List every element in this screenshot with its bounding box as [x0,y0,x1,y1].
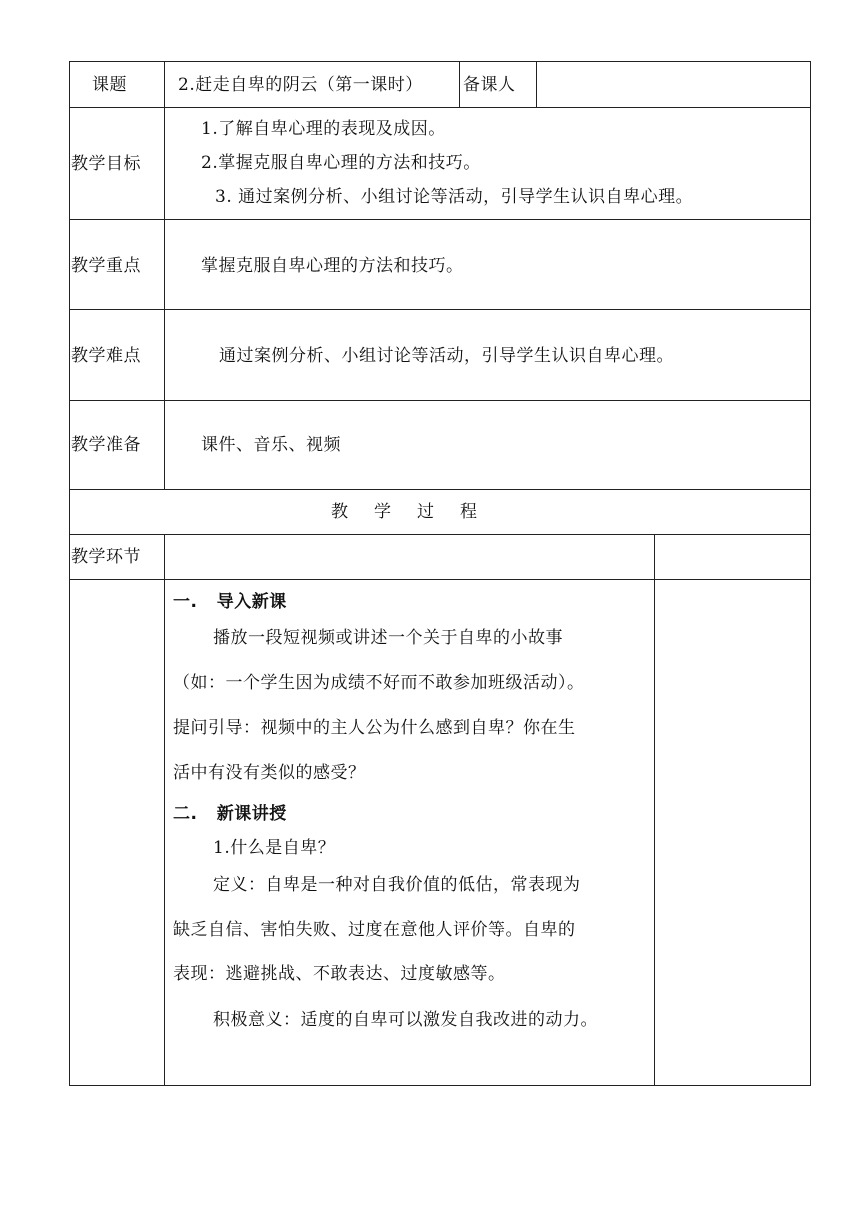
table-border-right [810,61,811,1086]
goal-item: 2.掌握克服自卑心理的方法和技巧。 [201,153,481,173]
topic-label: 课题 [92,75,127,95]
body-line: 定义：自卑是一种对自我价值的低估，常表现为 [213,875,581,895]
row-divider [69,489,810,490]
section-heading: 一. 导入新课 [173,592,287,612]
difficulty-value: 通过案例分析、小组讨论等活动，引导学生认识自卑心理。 [219,346,674,366]
row-divider [69,219,810,220]
table-border-top [69,61,810,62]
focus-label: 教学重点 [71,256,141,276]
preparation-value: 课件、音乐、视频 [201,435,341,455]
subsection-heading: 1.什么是自卑？ [213,838,336,858]
body-line: （如：一个学生因为成绩不好而不敢参加班级活动）。 [173,673,585,693]
row-divider [69,534,810,535]
row-divider [69,400,810,401]
body-line: 活中有没有类似的感受？ [173,763,366,783]
row-divider [69,107,810,108]
label-column-divider [164,534,165,1086]
preparation-label: 教学准备 [71,435,141,455]
body-line: 表现：逃避挑战、不敢表达、过度敏感等。 [173,964,506,984]
preparer-label: 备课人 [463,75,516,95]
goals-label: 教学目标 [71,154,141,174]
process-title: 教学过程 [331,502,503,522]
stage-label: 教学环节 [71,547,141,567]
notes-column-divider [654,534,655,1086]
goal-item: 3. 通过案例分析、小组讨论等活动，引导学生认识自卑心理。 [215,187,694,207]
body-line: 积极意义：适度的自卑可以激发自我改进的动力。 [213,1010,598,1030]
row-divider [69,579,810,580]
topic-value: 2.赶走自卑的阴云（第一课时） [178,75,423,95]
table-border-bottom [69,1085,810,1086]
difficulty-label: 教学难点 [71,346,141,366]
body-line: 提问引导：视频中的主人公为什么感到自卑？你在生 [173,718,576,738]
body-line: 播放一段短视频或讲述一个关于自卑的小故事 [213,628,563,648]
goal-item: 1.了解自卑心理的表现及成因。 [201,119,446,139]
preparer-divider [459,61,460,108]
row-divider [69,309,810,310]
table-border-left [69,61,70,1086]
label-column-divider [164,61,165,490]
focus-value: 掌握克服自卑心理的方法和技巧。 [201,256,464,276]
body-line: 缺乏自信、害怕失败、过度在意他人评价等。自卑的 [173,920,576,940]
section-heading: 二. 新课讲授 [173,804,287,824]
preparer-divider [536,61,537,108]
